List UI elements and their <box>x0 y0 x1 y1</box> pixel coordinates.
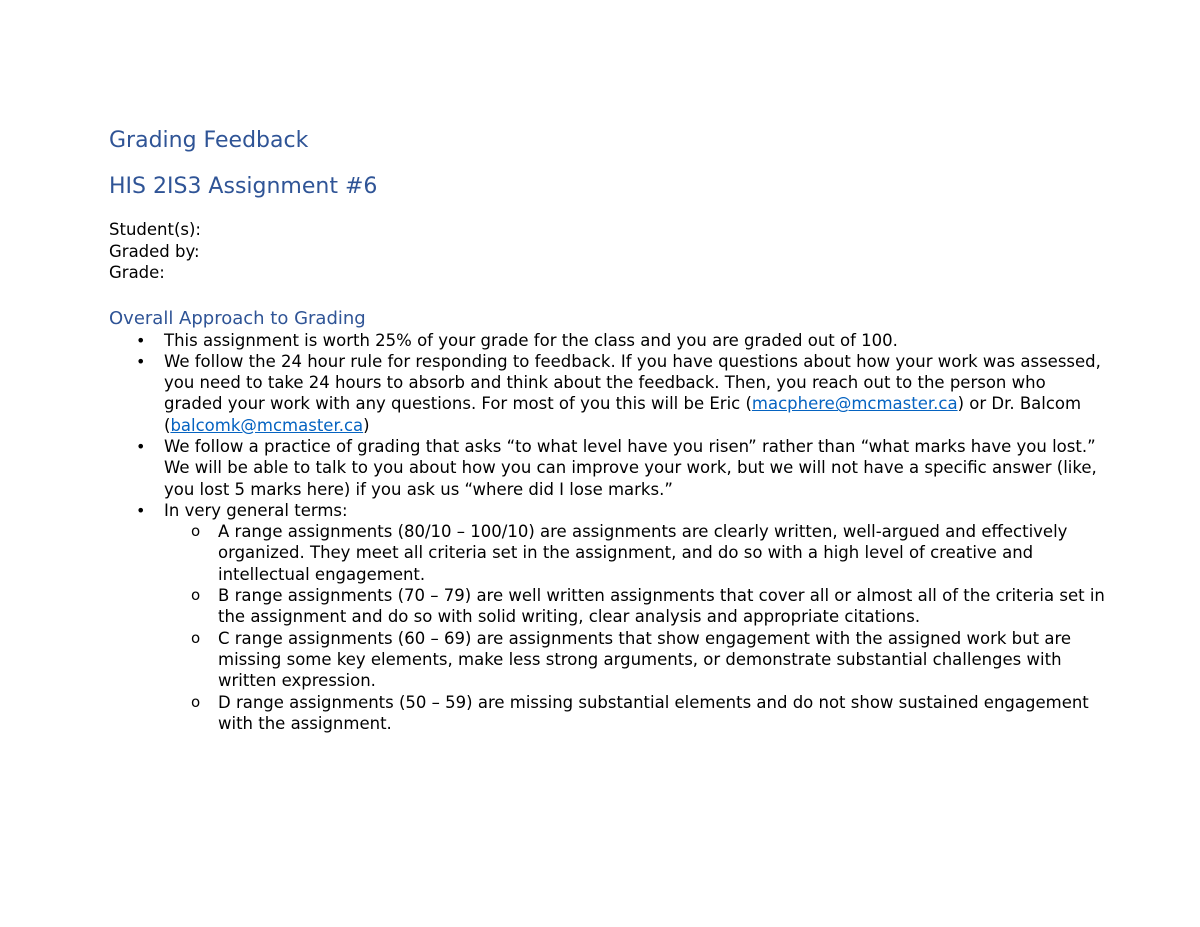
grade-label: Grade: <box>109 263 165 282</box>
sub-bullet-icon: o <box>191 586 201 605</box>
sub-bullet-text: D range assignments (50 – 59) are missing substantial elements and do not show sustained engagement with the assignment. <box>218 692 1089 733</box>
bullet-list <box>109 330 1109 735</box>
list-item <box>109 330 1109 351</box>
sub-list-item <box>164 521 1109 585</box>
section-heading: Overall Approach to Grading <box>109 307 366 329</box>
bullet-icon: • <box>136 351 146 371</box>
bullet-text: This assignment is worth 25% of your grade for the class and you are graded out of 100. <box>164 330 898 350</box>
sub-bullet-text: A range assignments (80/10 – 100/10) are assignments are clearly written, well-argued and effectively organized. They meet all criteria set in the assignment, and do so with a high level of creative and intellectual engagement. <box>218 522 1068 584</box>
sub-bullet-text: C range assignments (60 – 69) are assignments that show engagement with the assigned work but are missing some key elements, make less strong arguments, or demonstrate substantial challenges with written expression. <box>218 628 1072 691</box>
bullet-icon: • <box>136 500 146 520</box>
bullet-text: We follow the 24 hour rule for responding to feedback. If you have questions about how your work was assessed, you need to take 24 hours to absorb and think about the feedback. Then, you reach out to the person who graded your work with any questions. For most of you this will be Eric ( <box>164 351 1101 414</box>
document-title: Grading Feedback <box>109 128 309 153</box>
bullet-text: ) <box>363 415 370 435</box>
sub-bullet-text: B range assignments (70 – 79) are well written assignments that cover all or almost all of the criteria set in the assignment and do so with solid writing, clear analysis and appropriate citations. <box>218 586 1105 627</box>
sub-bullet-icon: o <box>191 692 201 711</box>
list-item <box>109 351 1109 436</box>
document-page <box>109 126 1109 734</box>
email-link-macphere[interactable]: macphere@mcmaster.ca <box>751 394 958 414</box>
bullet-icon: • <box>136 436 146 456</box>
sub-list-item <box>164 585 1109 628</box>
email-link-balcomk[interactable]: balcomk@mcmaster.ca <box>170 415 364 435</box>
sub-list-item <box>164 628 1109 692</box>
bullet-text: We follow a practice of grading that asks “to what level have you risen” rather than “what marks have you lost.” We will be able to talk to you about how you can improve your work, but we will not have a specific answer (like, you lost 5 marks here) if you ask us “where did I lose marks.” <box>164 436 1097 499</box>
students-label: Student(s): <box>109 220 201 239</box>
list-item <box>109 500 1109 734</box>
bullet-icon: • <box>136 330 146 350</box>
bullet-text: ) or Dr. Balcom ( <box>164 394 1082 435</box>
graded-by-label: Graded by: <box>109 241 200 261</box>
bullet-text: In very general terms: <box>164 500 348 520</box>
sub-list-item <box>164 692 1109 735</box>
sub-bullet-icon: o <box>191 522 201 541</box>
sub-bullet-icon: o <box>191 628 201 647</box>
document-subtitle: HIS 2IS3 Assignment #6 <box>109 174 378 199</box>
sub-bullet-list <box>164 521 1109 734</box>
meta-block <box>109 219 1109 284</box>
list-item <box>109 436 1109 500</box>
